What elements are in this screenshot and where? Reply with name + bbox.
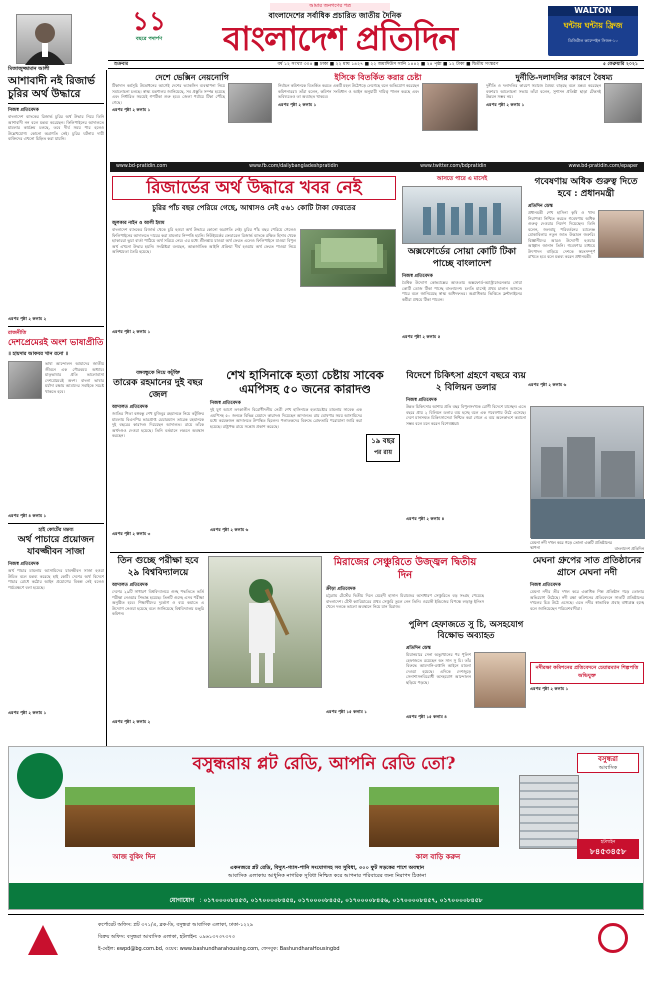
dateline-date: ৫ ফেব্রুয়ারি ২০২১ <box>602 62 638 67</box>
cricket-reporter: ক্রীড়া প্রতিবেদক <box>326 587 356 592</box>
social-web[interactable]: www.bd-pratidin.com <box>116 164 168 169</box>
vaccine-cont: এরপর পৃষ্ঠা ২ কলাম ৫ <box>402 334 441 339</box>
vaccine-body: বৈশ্বিক উদ্যোগ কোভ্যাক্সের আওতায় অক্সফোর্ড-অ্যাস্ট্রাজেনেকার সোয়া কোটি ডোজ টিকা পাচ্ছে বাংলাদেশ। চলতি মাসেই প্রথম চালান আসতে পারে বলে জানিয়েছে স্বাস্থ্য অধিদফতর। অগ্রাধিকার ভিত্তিতে ফ্রন্টলাইনের কর্মীরা প্রথমে টিকা পাবেন। <box>402 280 522 302</box>
left-body: বাংলাদেশ ব্যাংকের রিজার্ভ চুরির অর্থ উদ্ধার নিয়ে তিনি আশাবাদী নন বলে মন্তব্য করেছেন। ফিলিপাইনের আদালতে মামলার কার্যক্রম চলছে, তবে দীর্ঘ সময় পার হলেও উল্লেখযোগ্য কোনো অগ্রগতি নেই। চুরির ঘটনায় দায়ী ব্যক্তিদের এখনো চিহ্নিত করা যায়নি। <box>8 114 104 141</box>
desh-author: ॥ হায়দার আকবর খান রনো ॥ <box>8 351 68 357</box>
footer-line2: বিক্রয় অফিস: বসুন্ধরা আবাসিক এলাকা, হটলাইন: ০৯৬১৩৭৩৭৩৭৩ <box>98 934 235 940</box>
top3-body: দুর্নীতি ও দলাদলির কারণে সমাজে বৈষম্য বাড়ছে বলে মন্তব্য করেছেন বক্তারা। আলোচনা সভায় তাঁরা বলেন, সুশাসন প্রতিষ্ঠা ছাড়া টেকসই উন্নয়ন সম্ভব নয়। <box>486 83 601 99</box>
health-story <box>406 370 526 550</box>
lead-story <box>112 176 396 366</box>
ad-brand-sub: আবাসিক <box>598 765 618 771</box>
tarek-kicker: বঙ্গবন্ধুকে নিয়ে কটূক্তি <box>136 370 180 376</box>
top3-photo <box>604 83 642 123</box>
vaccine-kicker: আসতে পারে এ মাসেই <box>436 176 488 182</box>
lead-cont: এরপর পৃষ্ঠা ২ কলাম ১ <box>112 329 151 334</box>
arth-heading: অর্থ পাচারে প্রয়োজন যাবজ্জীবন সাজা <box>17 535 95 557</box>
research-story <box>528 176 644 406</box>
author-portrait <box>16 14 72 64</box>
ad-brand: বসুন্ধরা <box>598 755 618 763</box>
dateline-issue: বর্ষ ১২ সংখ্যা ৩০৪ ■ ঢাকা ■ ২২ মাঘ ১৪২৭ ■ ২২ জমাদিউস সানি ১৪৪২ ■ ২৪ পৃষ্ঠা ■ ১২ টাকা ■ দ্বিতীয় সংস্করণ <box>277 62 499 67</box>
footer <box>8 914 644 978</box>
ad-phones-label: যোগাযোগ <box>169 897 195 904</box>
walton-promo-text: ঘন্টায় ঘন্টায় ফ্রিজ <box>563 21 623 30</box>
arth-kicker: হাই কোর্টের মন্তব্য <box>38 527 74 533</box>
author-name: মিজাজুজ্জামান আলী <box>8 66 50 72</box>
meghna-reporter: নিজস্ব প্রতিবেদক <box>530 583 561 588</box>
vaccine-story <box>402 176 522 366</box>
top2-cont: এরপর পৃষ্ঠা ২ কলাম ১ <box>278 101 317 107</box>
badge-bottom: পর রায় <box>373 449 393 456</box>
cricket-photo <box>208 556 322 688</box>
lead-subheading: চুরির পাঁচ বছর পেরিয়ে গেছে, আশ্বাসও নেই ৫৬১ কোটি টাকা ফেরতের <box>152 203 356 212</box>
research-body: প্রধানমন্ত্রী শেখ হাসিনা কৃষি ও খাদ্য নিরাপত্তা নিশ্চিত করতে গবেষণায় অধিক গুরুত্ব দেওয়ার নির্দেশ দিয়েছেন। তিনি বলেন, জলবায়ু পরিবর্তনের চ্যালেঞ্জ মোকাবিলায় নতুন জাত উদ্ভাবন জরুরি। বিজ্ঞানীদের আরও উদ্যোগী হওয়ার আহ্বান জানান তিনি। গবেষণার মাধ্যমে উৎপাদন বাড়িয়ে দেশকে স্বয়ংসম্পূর্ণ রাখতে হবে বলে মন্তব্য করেন প্রধানমন্ত্রী। <box>528 210 595 259</box>
health-body: উন্নত চিকিৎসার আশায় প্রতি বছর বিপুলসংখ্যক রোগী বিদেশে যাচ্ছেন। এতে বছরে প্রায় ২ বিলিয়ন ডলার ব্যয় হচ্ছে বলে এক গবেষণায় উঠে এসেছে। দেশে মানসম্মত চিকিৎসাসেবা নিশ্চিত করা গেলে এ ব্যয় অনেকাংশে কমানো সম্ভব বলে মনে করেন বিশেষজ্ঞরা। <box>406 404 526 426</box>
section-label: রাজনীতি <box>8 330 27 336</box>
left-reporter: নিজস্ব প্রতিবেদক <box>8 108 39 113</box>
left-cont: এরপর পৃষ্ঠা ২ কলাম ২ <box>8 316 47 321</box>
gucchho-story <box>112 556 204 740</box>
lead-reporter: জুলকার নাইন ও আলী ইমাম <box>112 221 165 226</box>
desh-author-photo <box>8 361 42 399</box>
meghna-body: মেঘনা নদীর তীর দখল করে একাধিক শিল্প প্রতিষ্ঠান গড়ে তোলার অভিযোগ উঠেছে। নদী রক্ষা কমিশনের প্রতিবেদনে সাতটি প্রতিষ্ঠানের দখলের চিত্র উঠে এসেছে। এতে নদীর স্বাভাবিক প্রবাহ বাধাগ্রস্ত হচ্ছে বলে জানিয়েছেন পরিবেশবাদীরা। <box>530 589 644 611</box>
dateline-day: শুক্রবার <box>114 62 129 67</box>
tarek-heading: তারেক রহমানের দুই বছর জেল <box>113 378 203 400</box>
ad-phones[interactable]: ০১৭০০০০৮৪৫৩, ০১৭০০০০৮৪৫৪, ০১৭০০০০৮৪৫৫, ০১৭০০০০৮৪৫৬, ০১৭০০০০৮৪৫৭, ০১৭০০০০৮৪৫৮ <box>203 897 483 904</box>
health-cont: এরপর পৃষ্ঠা ২ কলাম ৪ <box>406 516 445 521</box>
health-heading: বিদেশে চিকিৎসা গ্রহণে বছরে ব্যয় ২ বিলিয়ন ডলার <box>406 371 526 393</box>
social-epaper[interactable]: www.bd-pratidin.com/epaper <box>568 164 638 169</box>
cricket-heading: মিরাজের সেঞ্চুরিতে উজ্জ্বল দ্বিতীয় দিন <box>333 557 477 581</box>
ad-phones-bar: যোগাযোগ : ০১৭০০০০৮৪৫৩, ০১৭০০০০৮৪৫৪, ০১৭০০০০৮৪৫৫, ০১৭০০০০৮৪৫৬, ০১৭০০০০৮৪৫৭, ০১৭০০০০৮৪৫৮ <box>9 883 643 909</box>
sheikh-heading: শেখ হাসিনাকে হত্যা চেষ্টায় সাবেক এমপিসহ ৫০ জনের কারাদণ্ড <box>226 368 384 396</box>
lead-heading: রিজার্ভের অর্থ উদ্ধারে খবর নেই <box>112 176 396 200</box>
top1-photo <box>228 83 272 123</box>
meghna-story <box>530 556 644 744</box>
suukyi-photo <box>474 652 526 708</box>
top-story-2 <box>278 72 478 160</box>
walton-sub: ডিজিটাল ক্যাম্পেইন সিজন-১০ <box>568 38 618 43</box>
top1-body: টিকাদান কর্মসূচি উদ্বোধনের আগেই দেশের ভ্যাকসিন ব্যবস্থাপনা নিয়ে সমালোচনা চলছে। স্বাস্থ্য মন্ত্রণালয় জানিয়েছে, সব প্রস্তুতি সম্পন্ন হয়েছে এবং নির্ধারিত সময়েই গণটিকা শুরু হবে। জেলা পর্যায়ে টিকা পৌঁছে গেছে। <box>112 83 225 105</box>
lead-body: বাংলাদেশ ব্যাংকের রিজার্ভ থেকে চুরি হওয়া অর্থ উদ্ধারে কোনো অগ্রগতি নেই। চুরির পাঁচ বছর পেরিয়ে গেলেও ফিলিপাইনের আদালতে দায়ের করা মামলার নিষ্পত্তি হয়নি। নিউইয়র্কের ফেডারেল রিজার্ভ ব্যাংকে রক্ষিত হিসাব থেকে হ্যাকাররা ভুয়া বার্তা পাঠিয়ে অর্থ সরিয়ে নেয়। এর মধ্যে শ্রীলঙ্কায় যাওয়া অর্থ ফেরত এলেও ফিলিপাইনে যাওয়া বিপুল অর্থ এখনো উদ্ধার হয়নি। সংশ্লিষ্টরা বলছেন, আন্তর্জাতিক আইনি প্রক্রিয়া দীর্ঘ হওয়ায় অর্থ ফেরত পাওয়া নিয়ে অনিশ্চয়তা তৈরি হয়েছে। <box>112 227 296 254</box>
badge-top: ১৯ বছর <box>371 437 395 445</box>
arth-cont: এরপর পৃষ্ঠা ২ কলাম ১ <box>8 710 47 715</box>
ad-land-left <box>65 787 195 847</box>
sheikh-body: দুই যুগ আগে তৎকালীন বিরোধীদলীয় নেত্রী শেখ হাসিনাকে হত্যাচেষ্টার মামলায় সাবেক এক এমপিসহ ৫০ জনকে বিভিন্ন মেয়াদে কারাদণ্ড দিয়েছেন আদালত। রায় ঘোষণার সময় আসামিদের মধ্যে কয়েকজন আদালতে উপস্থিত ছিলেন। পলাতকদের বিরুদ্ধে গ্রেফতারি পরোয়ানা জারি করা হয়েছে। রাষ্ট্রপক্ষ রায়ে সন্তোষ প্রকাশ করেছে। <box>210 407 362 429</box>
left-heading: আশাবাদী নই রিজার্ভ চুরির অর্থ উদ্ধারে <box>8 75 95 100</box>
footer-line1: কর্পোরেট অফিস: প্লট ৩৭১/এ, ব্লক-ডি, বসুন্ধরা আবাসিক এলাকা, ঢাকা-১২২৯ <box>98 922 254 928</box>
meghna-cont: এরপর পৃষ্ঠা ২ কলাম ১ <box>530 686 569 691</box>
desh-heading: দেশপ্রেমেরই অংশ ভাষাপ্রীতি <box>8 338 104 348</box>
top1-heading: দেশে ভেক্সিন নেয়নোগি <box>155 72 229 82</box>
ad-left-cta: আজ বুকিং দিন <box>112 853 156 861</box>
social-facebook[interactable]: www.fb.com/dailybangladeshpratidin <box>249 164 339 169</box>
gucchho-cont: এরপর পৃষ্ঠা ২ কলাম ২ <box>112 719 151 724</box>
masthead-title: বাংলাদেশ প্রতিদিন <box>222 19 458 58</box>
cricket-cont: এরপর পৃষ্ঠা ১৫ কলাম ১ <box>326 709 367 714</box>
ad-headline: বসুন্ধরায় প্লট রেডি, আপনি রেডি তো? <box>192 754 456 774</box>
walton-brand: WALTON <box>548 6 638 16</box>
police-reporter: প্রতিদিন ডেস্ক <box>406 646 431 651</box>
footer-line3[interactable]: ই-মেইল: ewpd@bg.com.bd, ওয়েব: www.bashundharahousing.com, ফেসবুক: BashundharaHousingbd <box>98 946 340 952</box>
research-reporter: প্রতিদিন ডেস্ক <box>528 204 553 209</box>
tarek-story <box>112 370 204 550</box>
meghna-caption: মেঘনা নদী দখল করে গড়ে তোলা একটি প্রতিষ্ঠানের স্থাপনা <box>530 540 612 550</box>
social-bar <box>110 162 644 172</box>
ad-info-1: একনজরে প্লট রেডি, বিদ্যুৎ-গ্যাস-পানি সংযোগসহ সব সুবিধা, ৩০০ ফুট সড়কের পাশে অবস্থান <box>229 865 425 871</box>
ad-hotline-box <box>577 839 639 859</box>
social-twitter[interactable]: www.twitter.com/bdpratidin <box>420 164 487 169</box>
lead-photo <box>300 229 396 287</box>
top-story-3 <box>486 72 642 160</box>
meghna-photo <box>530 406 644 538</box>
police-cont: এরপর পৃষ্ঠা ১৫ কলাম ৪ <box>406 714 447 719</box>
tagline-top: আমার জনগণের পত্র <box>270 3 390 11</box>
gucchho-reporter: আদালত প্রতিবেদক <box>112 583 148 588</box>
walton-promo <box>548 6 638 56</box>
dateline <box>108 60 644 69</box>
photo-credit: বাংলাদেশ প্রতিদিন <box>614 546 644 551</box>
ad-info-2: আবাসিক এলাকায় আধুনিক নাগরিক সুবিধা নিশ্চিত করে আপনার পরিবারের জন্য নিরাপদ ঠিকানা <box>227 873 427 879</box>
tarek-cont: এরপর পৃষ্ঠা ২ কলাম ৩ <box>112 531 151 536</box>
masthead <box>0 0 650 62</box>
ad-hotline[interactable]: ৮৪৫৩৪৫৮ <box>589 847 627 856</box>
tagline: বাংলাদেশের সর্বাধিক প্রচারিত জাতীয় দৈনিক <box>268 11 402 20</box>
vaccine-heading: অক্সফোর্ডের সোয়া কোটি টিকা পাচ্ছে বাংলাদেশ <box>407 247 517 269</box>
health-reporter: নিজস্ব প্রতিবেদক <box>406 398 437 403</box>
ad-right-cta: কাল বাড়ি করুন <box>415 853 461 861</box>
arth-reporter: নিজস্ব প্রতিবেদক <box>8 562 39 567</box>
top2-body: নির্বাচন কমিশনকে বিতর্কিত করতে একটি মহল উঠেপড়ে লেগেছে বলে অভিযোগ করেছেন কমিশনাররা। তাঁরা বলেন, কমিশন সংবিধান ও আইন অনুযায়ী দায়িত্ব পালন করছে এবং ভবিষ্যতেও তা অব্যাহত থাকবে। <box>278 83 419 99</box>
sheikh-cont: এরপর পৃষ্ঠা ২ কলাম ৬ <box>210 527 249 532</box>
vaccine-photo <box>402 186 522 244</box>
top3-heading: দুর্নীতি-দলাদলির কারণে বৈষম্য <box>515 72 613 82</box>
police-body: মিয়ানমারে সেনা অভ্যুত্থানের পর পুলিশ হেফাজতে রয়েছেন অং সান সু চি। তাঁর বিরুদ্ধে আমদানি-রপ্তানি আইনে মামলা দেওয়া হয়েছে। এদিকে দেশজুড়ে সেনাশাসনবিরোধী অসহযোগ আন্দোলন ছড়িয়ে পড়ছে। <box>406 652 471 685</box>
top3-cont: এরপর পৃষ্ঠা ২ কলাম ১ <box>486 101 525 107</box>
ad-hotline-label: হটলাইন <box>600 840 616 845</box>
anniversary-number: ১১ <box>132 7 166 37</box>
police-story <box>406 620 526 744</box>
police-heading: পুলিশ হেফাজতে সু চি, অসহযোগ বিক্ষোভ অব্যাহত <box>408 620 524 641</box>
ad-badge <box>17 753 63 799</box>
desh-cont: এরপর পৃষ্ঠা ৪ কলাম ১ <box>8 513 47 518</box>
vaccine-reporter: নিজস্ব প্রতিবেদক <box>402 274 433 279</box>
desh-body: ভাষা আন্দোলন আমাদের জাতীয় জীবনে এক গৌরবময় অধ্যায়। মাতৃভাষার প্রতি ভালোবাসা দেশপ্রেমেরই অংশ। বাংলা ভাষার মর্যাদা রক্ষায় আমাদের সবাইকে সচেষ্ট থাকতে হবে। <box>45 361 104 394</box>
research-cont: এরপর পৃষ্ঠা ২ কলাম ৬ <box>528 382 567 387</box>
footer-logo-left <box>28 925 58 955</box>
top2-photo <box>422 83 478 131</box>
sheikh-story <box>210 368 400 550</box>
top-story-1 <box>112 72 272 160</box>
cricket-body: চট্টগ্রাম টেস্টের দ্বিতীয় দিনে মেহেদী হাসান মিরাজের অসাধারণ সেঞ্চুরিতে বড় সংগ্রহ পেয়েছে বাংলাদেশ। টেস্ট ক্যারিয়ারের প্রথম সেঞ্চুরি তুলে নেন তিনি। ওয়েস্ট ইন্ডিজের বিপক্ষে লড়াকু ইনিংস খেলে দলকে ভালো অবস্থানে নিয়ে যান মিরাজ। <box>326 593 484 609</box>
footer-logo-right <box>598 923 628 953</box>
meghna-heading: মেঘনা গ্রুপের সাত প্রতিষ্ঠানের গ্রাসে মেঘনা নদী <box>532 556 642 578</box>
gucchho-body: দেশের ২৯টি সাধারণ বিশ্ববিদ্যালয়ে গুচ্ছ পদ্ধতিতে ভর্তি পরীক্ষা নেওয়ার সিদ্ধান্ত হয়েছে। তিনটি গুচ্ছে এসব পরীক্ষা অনুষ্ঠিত হবে। শিক্ষার্থীদের দুর্ভোগ ও ব্যয় কমাতে এ উদ্যোগ নেওয়া হয়েছে বলে জানিয়েছে বিশ্ববিদ্যালয় মঞ্জুরি কমিশন। <box>112 589 204 616</box>
top1-cont: এরপর পৃষ্ঠা ২ কলাম ১ <box>112 107 151 112</box>
research-heading: গবেষণায় অধিক গুরুত্ব দিতে হবে : প্রধানমন্ত্রী <box>534 177 638 199</box>
ad-brand-box <box>577 753 639 773</box>
top2-heading: ইসিকে বিতর্কিত করার চেষ্টা <box>334 72 422 82</box>
sheikh-reporter: নিজস্ব প্রতিবেদক <box>210 401 241 406</box>
meghna-box: নদীরক্ষা কমিশনের প্রতিবেদনে চেয়ারম্যান শিল্পপতি অভিযুক্ত <box>530 662 644 684</box>
anniversary-text: বছরে পদার্পণ <box>135 36 163 42</box>
anniversary-badge <box>118 8 180 54</box>
bashundhara-ad <box>8 746 644 910</box>
tarek-reporter: আদালত প্রতিবেদক <box>112 405 148 410</box>
ad-building <box>519 775 579 849</box>
sheikh-badge <box>366 434 400 462</box>
tarek-body: জাতির পিতা বঙ্গবন্ধু শেখ মুজিবুর রহমানকে নিয়ে কটূক্তির মামলায় বিএনপির ভারপ্রাপ্ত চেয়ারম্যান তারেক রহমানকে দুই বছরের কারাদণ্ড দিয়েছেন আদালত। রায়ে তাঁকে অর্থদণ্ডও দেওয়া হয়েছে। তিনি বর্তমানে লন্ডনে অবস্থান করছেন। <box>112 411 204 438</box>
arth-body: অর্থ পাচার মামলায় আসামিদের যাবজ্জীবন সাজা হওয়া উচিত বলে মন্তব্য করেছে হাই কোর্ট। দেশের অর্থ বিদেশে পাচার রোধে কঠোর আইন প্রয়োগের বিকল্প নেই বলেও পর্যবেক্ষণে বলা হয়েছে। <box>8 568 104 590</box>
ad-land-right <box>369 787 499 847</box>
pm-photo <box>598 210 644 258</box>
gucchho-heading: তিন গুচ্ছে পরীক্ষা হবে ২৯ বিশ্ববিদ্যালয়ে <box>117 556 199 578</box>
